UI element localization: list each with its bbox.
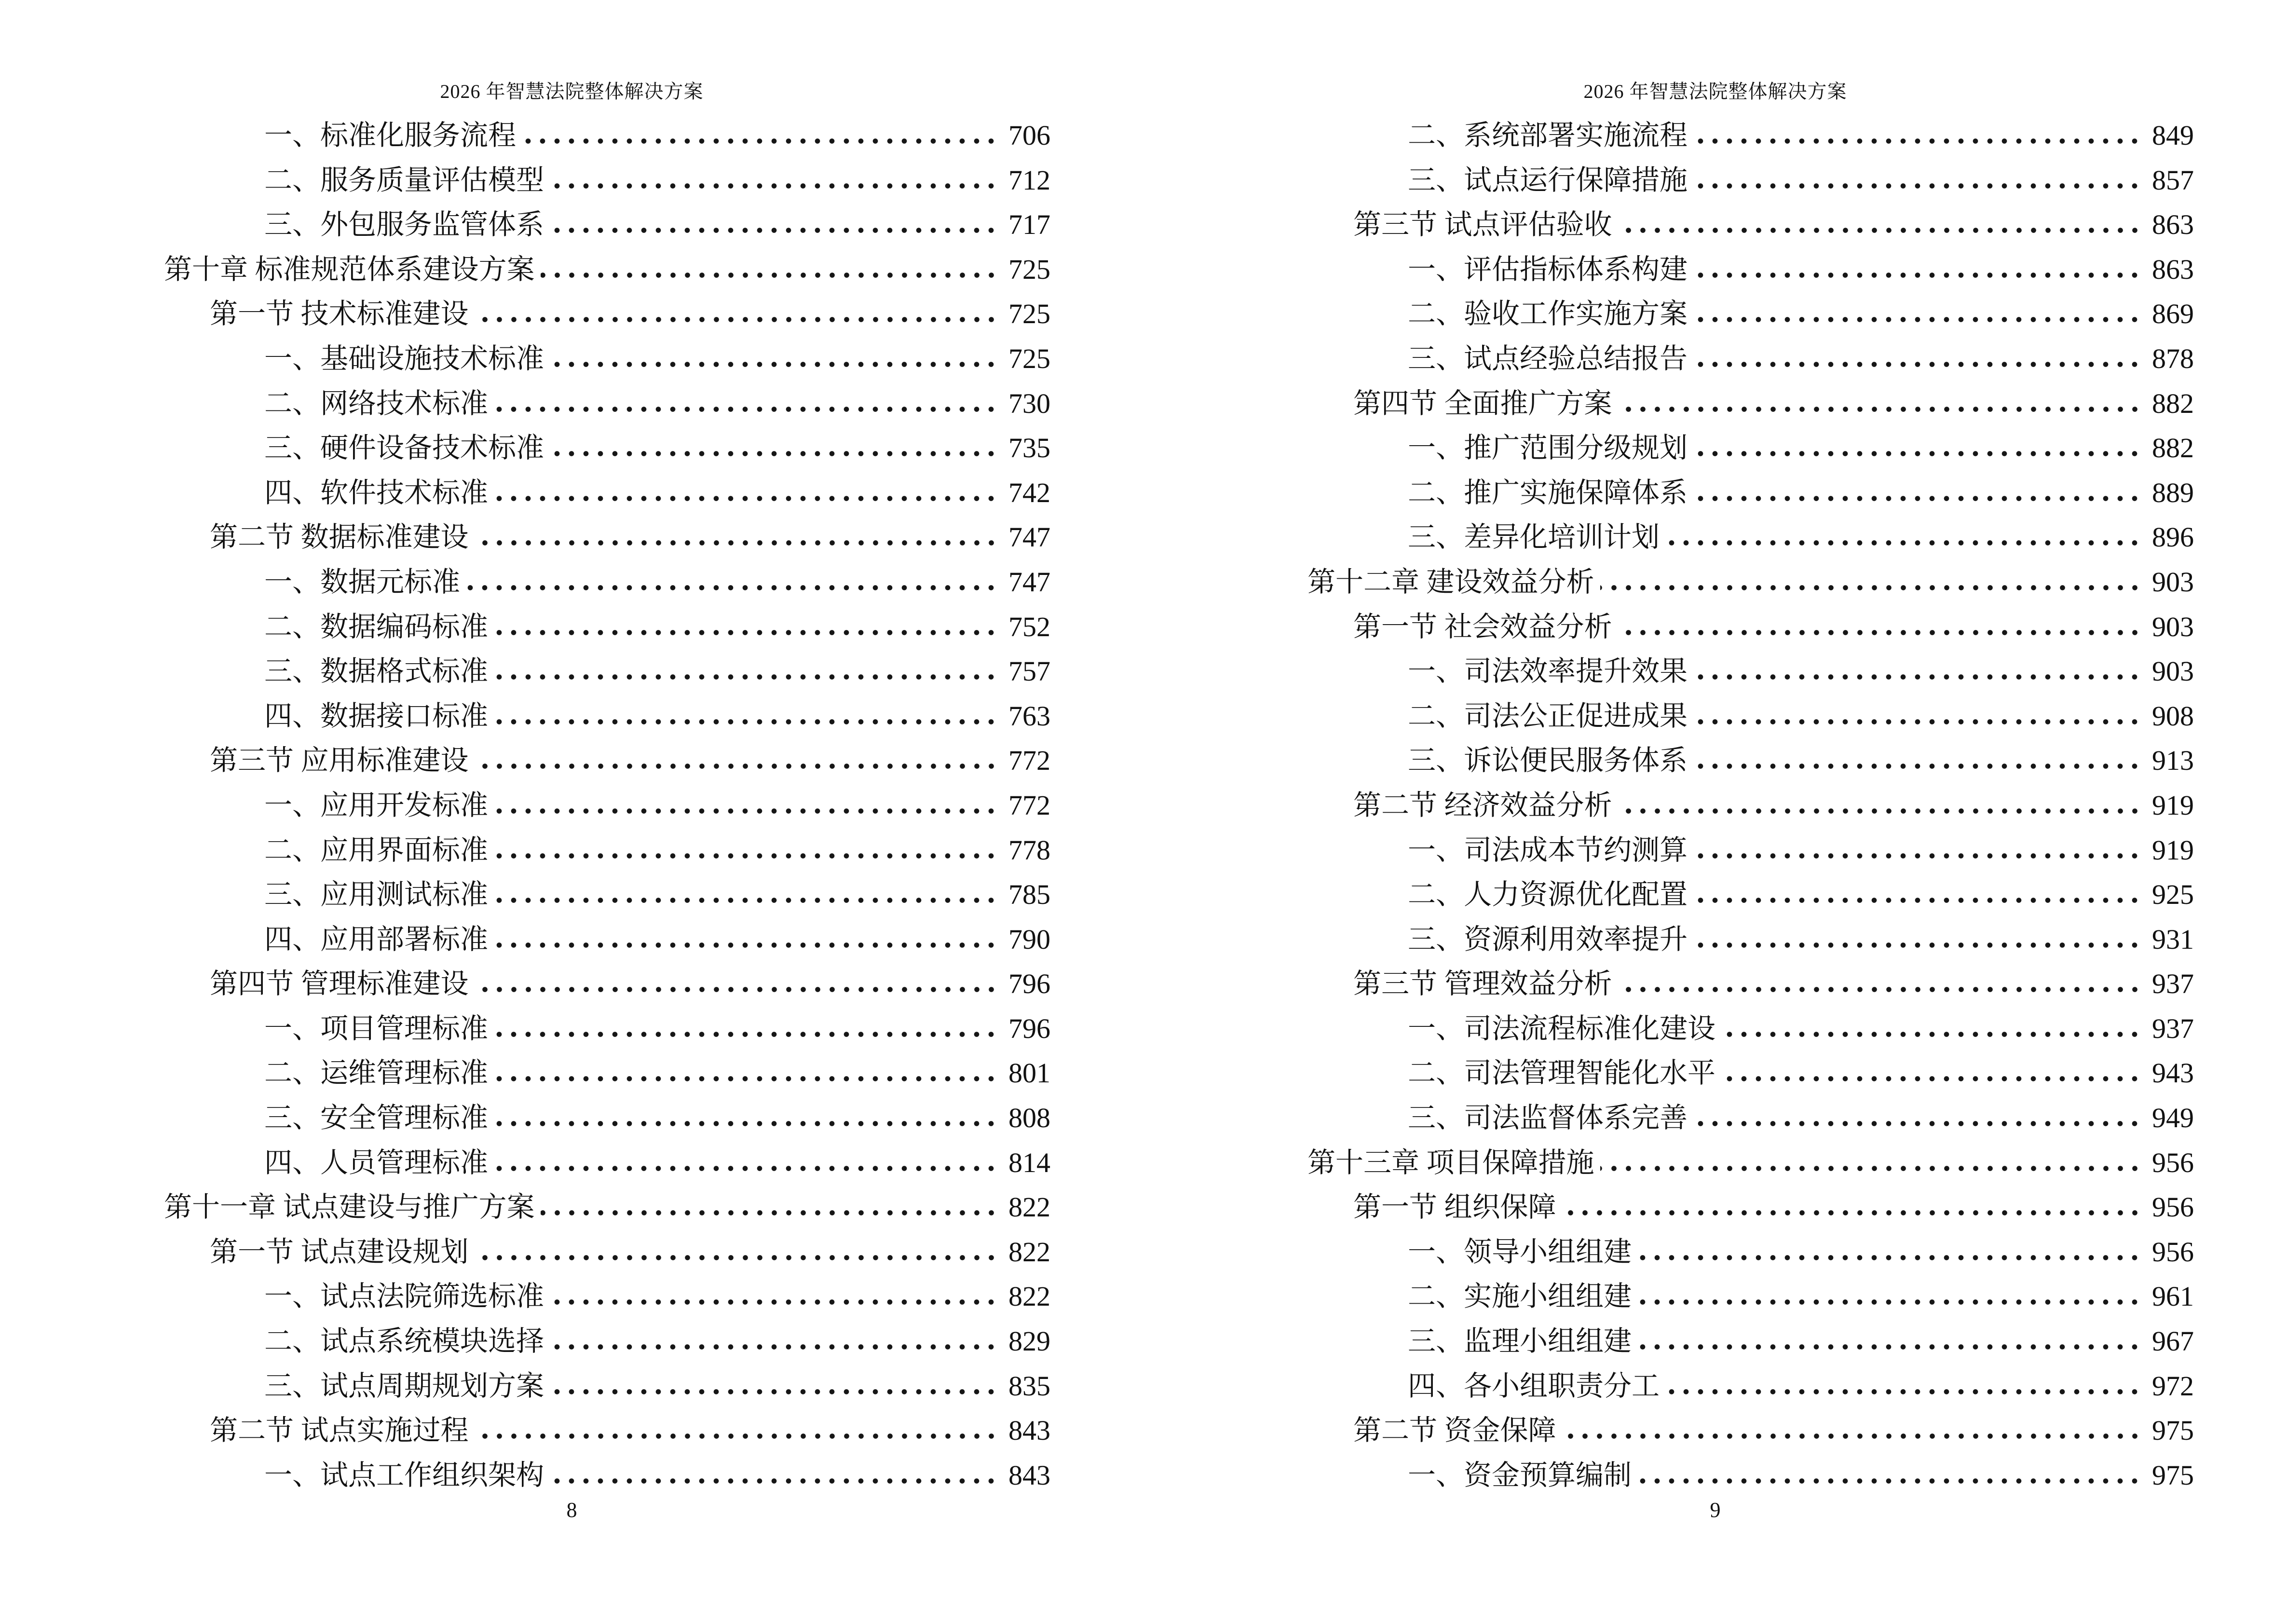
toc-entry-page: 829 — [1008, 1325, 1050, 1357]
toc-entry-title: 三、应用测试标准 — [264, 879, 489, 911]
toc-entry — [164, 923, 1050, 970]
toc-entry-title: 二、验收工作实施方案 — [1408, 298, 1688, 330]
toc-entry-page: 796 — [1008, 968, 1050, 1000]
toc-leader-dots — [494, 942, 998, 949]
toc-entry-title: 二、应用界面标准 — [264, 834, 489, 866]
toc-leader-dots — [475, 1254, 998, 1261]
toc-entry-page: 937 — [2152, 1012, 2194, 1044]
toc-entry-page: 878 — [2152, 342, 2194, 374]
toc-entry-title: 二、推广实施保障体系 — [1408, 477, 1688, 508]
toc-entry — [1307, 881, 2194, 926]
toc-entry — [164, 881, 1050, 926]
toc-leader-dots — [1618, 986, 2142, 993]
page-header: 2026 年智慧法院整体解决方案 — [1583, 81, 1847, 102]
toc-leader-dots — [1721, 1031, 2142, 1038]
toc-entry-page: 882 — [2152, 432, 2194, 464]
toc-entry-title: 一、司法效率提升效果 — [1408, 655, 1688, 687]
toc-entry — [164, 211, 1050, 256]
toc-entry-title: 一、资金预算编制 — [1408, 1459, 1632, 1491]
toc-entry-title: 三、试点运行保障措施 — [1408, 164, 1688, 196]
toc-entry-page: 730 — [1008, 387, 1050, 419]
toc-entry-title: 一、司法流程标准化建设 — [1408, 1012, 1716, 1044]
toc-entry-page: 725 — [1008, 342, 1050, 374]
toc-entry-title: 第一节 试点建设规划 — [210, 1236, 469, 1268]
toc-entry — [164, 1417, 1050, 1461]
toc-entry-title: 第十二章 建设效益分析 — [1307, 566, 1594, 598]
toc-leader-dots — [1693, 1120, 2142, 1127]
toc-leader-dots — [550, 1298, 998, 1306]
toc-entry — [164, 789, 1050, 836]
toc-leader-dots — [494, 1031, 998, 1038]
toc-leader-dots — [475, 986, 998, 993]
toc-entry — [1307, 1238, 2194, 1283]
toc-entry — [1307, 1327, 2194, 1372]
toc-leader-dots — [1562, 1433, 2142, 1440]
toc-leader-dots — [1693, 897, 2142, 904]
toc-entry — [164, 1193, 1050, 1238]
toc-entry — [164, 1327, 1050, 1372]
toc-entry-page: 908 — [2152, 700, 2194, 732]
toc-leader-dots — [1600, 1165, 2142, 1172]
toc-entry-page: 725 — [1008, 298, 1050, 330]
toc-entry-title: 三、诉讼便民服务体系 — [1408, 745, 1688, 777]
toc-entry-title: 第十章 标准规范体系建设方案 — [164, 253, 535, 285]
toc-entry-title: 一、项目管理标准 — [264, 1012, 489, 1044]
toc-entry-page: 843 — [1008, 1459, 1050, 1491]
toc-entry — [1307, 613, 2194, 658]
toc-leader-dots — [1693, 852, 2142, 860]
toc-entry — [164, 1104, 1050, 1149]
toc-entry-title: 一、评估指标体系构建 — [1408, 253, 1688, 285]
toc-leader-dots — [550, 1477, 998, 1485]
toc-entry — [164, 568, 1050, 613]
toc-entry-title: 二、人力资源优化配置 — [1408, 879, 1688, 911]
toc-leader-dots — [541, 1209, 998, 1216]
toc-entry — [1307, 568, 2194, 613]
toc-entry-page: 857 — [2152, 164, 2194, 196]
toc-entry-title: 三、试点经验总结报告 — [1408, 342, 1688, 374]
toc-entry-page: 849 — [2152, 120, 2194, 151]
toc-entry-page: 919 — [2152, 789, 2194, 821]
toc-leader-dots — [1562, 1209, 2142, 1216]
toc-entry-title: 二、系统部署实施流程 — [1408, 120, 1688, 151]
toc-leader-dots — [1693, 137, 2142, 145]
toc-entry — [164, 657, 1050, 702]
toc-leader-dots — [1693, 495, 2142, 502]
toc-entry — [164, 523, 1050, 568]
toc-entry-title: 二、运维管理标准 — [264, 1057, 489, 1089]
toc-entry-page: 975 — [2152, 1459, 2194, 1491]
toc-leader-dots — [550, 227, 998, 234]
toc-entry-title: 一、领导小组组建 — [1408, 1236, 1632, 1268]
toc-leader-dots — [1693, 673, 2142, 681]
toc-entry — [1307, 166, 2194, 211]
toc-entry-page: 747 — [1008, 566, 1050, 598]
toc-entry — [1307, 434, 2194, 479]
toc-entry-title: 二、网络技术标准 — [264, 387, 489, 419]
toc-leader-dots — [1637, 1477, 2142, 1485]
toc-entry-title: 三、数据格式标准 — [264, 655, 489, 687]
toc-leader-dots — [1693, 718, 2142, 725]
toc-entry — [1307, 1283, 2194, 1327]
toc-list-right — [1144, 122, 2287, 1506]
toc-leader-dots — [1637, 1343, 2142, 1351]
toc-entry-title: 第三节 管理效益分析 — [1353, 968, 1612, 1000]
toc-entry-title: 一、试点法院筛选标准 — [264, 1281, 545, 1312]
toc-leader-dots — [1618, 406, 2142, 413]
toc-entry-page: 835 — [1008, 1370, 1050, 1402]
toc-leader-dots — [475, 316, 998, 323]
toc-leader-dots — [550, 1388, 998, 1395]
toc-entry — [164, 166, 1050, 211]
toc-entry — [1307, 657, 2194, 702]
toc-entry-title: 第十一章 试点建设与推广方案 — [164, 1191, 535, 1223]
toc-leader-dots — [494, 718, 998, 725]
toc-entry — [164, 434, 1050, 479]
toc-entry-title: 第二节 数据标准建设 — [210, 521, 469, 553]
toc-entry-page: 889 — [2152, 477, 2194, 508]
toc-entry-title: 一、数据元标准 — [264, 566, 461, 598]
toc-entry-page: 742 — [1008, 477, 1050, 508]
toc-entry-title: 第一节 技术标准建设 — [210, 298, 469, 330]
toc-entry-page: 725 — [1008, 253, 1050, 285]
toc-entry-page: 822 — [1008, 1281, 1050, 1312]
toc-entry-page: 822 — [1008, 1191, 1050, 1223]
toc-entry-page: 814 — [1008, 1146, 1050, 1178]
toc-entry-title: 一、试点工作组织架构 — [264, 1459, 545, 1491]
toc-entry-page: 869 — [2152, 298, 2194, 330]
toc-entry-page: 903 — [2152, 611, 2194, 642]
toc-entry — [1307, 122, 2194, 166]
toc-entry — [1307, 387, 2194, 435]
toc-entry-title: 第十三章 项目保障措施 — [1307, 1146, 1594, 1178]
toc-leader-dots — [1693, 450, 2142, 457]
toc-entry — [1307, 702, 2194, 747]
toc-entry — [164, 342, 1050, 390]
toc-entry-page: 937 — [2152, 968, 2194, 1000]
page-number: 8 — [566, 1498, 577, 1522]
toc-entry-page: 735 — [1008, 432, 1050, 464]
toc-entry-page: 956 — [2152, 1191, 2194, 1223]
toc-entry-page: 943 — [2152, 1057, 2194, 1089]
toc-entry-page: 903 — [2152, 566, 2194, 598]
toc-leader-dots — [1693, 272, 2142, 279]
toc-entry-title: 三、司法监督体系完善 — [1408, 1102, 1688, 1134]
toc-entry-page: 772 — [1008, 745, 1050, 777]
toc-leader-dots — [494, 1165, 998, 1172]
toc-entry-title: 第二节 试点实施过程 — [210, 1415, 469, 1447]
toc-entry-page: 796 — [1008, 1012, 1050, 1044]
toc-leader-dots — [494, 1120, 998, 1127]
toc-entry-page: 925 — [2152, 879, 2194, 911]
toc-leader-dots — [1618, 227, 2142, 234]
toc-entry-title: 第四节 全面推广方案 — [1353, 387, 1612, 419]
toc-leader-dots — [550, 1343, 998, 1351]
toc-entry — [164, 1059, 1050, 1104]
toc-leader-dots — [522, 137, 998, 145]
toc-leader-dots — [494, 495, 998, 502]
toc-leader-dots — [494, 852, 998, 860]
toc-leader-dots — [1618, 807, 2142, 815]
toc-entry-page: 706 — [1008, 120, 1050, 151]
toc-leader-dots — [1665, 1388, 2142, 1395]
toc-entry-title: 二、实施小组组建 — [1408, 1281, 1632, 1312]
toc-entry-title: 四、数据接口标准 — [264, 700, 489, 732]
toc-entry-title: 四、人员管理标准 — [264, 1146, 489, 1178]
toc-entry-title: 一、司法成本节约测算 — [1408, 834, 1688, 866]
toc-entry — [164, 1238, 1050, 1283]
toc-entry-page: 757 — [1008, 655, 1050, 687]
toc-leader-dots — [541, 272, 998, 279]
toc-entry-page: 967 — [2152, 1325, 2194, 1357]
toc-entry-page: 717 — [1008, 209, 1050, 241]
toc-leader-dots — [550, 182, 998, 190]
toc-leader-dots — [1665, 539, 2142, 546]
toc-entry — [164, 387, 1050, 435]
toc-entry-page: 785 — [1008, 879, 1050, 911]
toc-entry — [164, 253, 1050, 300]
toc-entry-page: 772 — [1008, 789, 1050, 821]
toc-entry-page: 801 — [1008, 1057, 1050, 1089]
toc-entry — [164, 747, 1050, 792]
toc-entry — [164, 300, 1050, 345]
toc-leader-dots — [1637, 1298, 2142, 1306]
toc-leader-dots — [494, 673, 998, 681]
page-header: 2026 年智慧法院整体解决方案 — [440, 81, 704, 102]
toc-entry-title: 四、软件技术标准 — [264, 477, 489, 508]
toc-entry-page: 747 — [1008, 521, 1050, 553]
toc-entry-title: 二、司法管理智能化水平 — [1408, 1057, 1716, 1089]
toc-entry-page: 913 — [2152, 745, 2194, 777]
toc-entry-page: 956 — [2152, 1236, 2194, 1268]
toc-entry-title: 二、服务质量评估模型 — [264, 164, 545, 196]
toc-entry — [164, 1146, 1050, 1194]
toc-entry-title: 三、监理小组组建 — [1408, 1325, 1632, 1357]
toc-entry-title: 三、硬件设备技术标准 — [264, 432, 545, 464]
toc-entry-title: 三、差异化培训计划 — [1408, 521, 1660, 553]
toc-entry — [1307, 789, 2194, 836]
toc-leader-dots — [494, 807, 998, 815]
toc-entry-title: 二、试点系统模块选择 — [264, 1325, 545, 1357]
toc-leader-dots — [1693, 942, 2142, 949]
toc-leader-dots — [494, 897, 998, 904]
toc-entry-page: 763 — [1008, 700, 1050, 732]
toc-entry — [164, 613, 1050, 658]
toc-entry — [1307, 836, 2194, 881]
toc-entry-page: 919 — [2152, 834, 2194, 866]
toc-entry — [1307, 342, 2194, 390]
toc-entry-page: 863 — [2152, 209, 2194, 241]
toc-entry-page: 972 — [2152, 1370, 2194, 1402]
toc-entry-page: 790 — [1008, 923, 1050, 955]
toc-entry-title: 第三节 试点评估验收 — [1353, 209, 1612, 241]
toc-leader-dots — [1600, 584, 2142, 591]
toc-leader-dots — [475, 539, 998, 546]
page-number: 9 — [1710, 1498, 1721, 1522]
toc-entry-title: 三、外包服务监管体系 — [264, 209, 545, 241]
page-right — [1144, 0, 2287, 1624]
toc-entry — [1307, 1372, 2194, 1417]
toc-entry-page: 975 — [2152, 1415, 2194, 1447]
toc-entry-page: 808 — [1008, 1102, 1050, 1134]
toc-entry-page: 949 — [2152, 1102, 2194, 1134]
toc-leader-dots — [1693, 316, 2142, 323]
toc-entry-title: 第二节 资金保障 — [1353, 1415, 1556, 1447]
toc-entry-page: 843 — [1008, 1415, 1050, 1447]
toc-entry-title: 第四节 管理标准建设 — [210, 968, 469, 1000]
toc-entry — [1307, 970, 2194, 1015]
toc-entry-title: 三、试点周期规划方案 — [264, 1370, 545, 1402]
toc-entry — [164, 122, 1050, 166]
toc-entry-title: 第一节 组织保障 — [1353, 1191, 1556, 1223]
toc-entry-page: 712 — [1008, 164, 1050, 196]
toc-entry — [164, 479, 1050, 524]
toc-entry — [1307, 479, 2194, 524]
toc-entry — [1307, 1059, 2194, 1104]
toc-entry-title: 第三节 应用标准建设 — [210, 745, 469, 777]
toc-entry — [164, 1372, 1050, 1417]
toc-entry — [164, 836, 1050, 881]
toc-entry-page: 961 — [2152, 1281, 2194, 1312]
toc-entry — [1307, 1417, 2194, 1461]
toc-entry — [164, 1283, 1050, 1327]
toc-leader-dots — [1693, 763, 2142, 770]
toc-entry-title: 四、各小组职责分工 — [1408, 1370, 1660, 1402]
toc-entry — [1307, 1104, 2194, 1149]
toc-entry-title: 三、资源利用效率提升 — [1408, 923, 1688, 955]
toc-entry-title: 一、标准化服务流程 — [264, 120, 517, 151]
toc-entry-title: 一、推广范围分级规划 — [1408, 432, 1688, 464]
toc-leader-dots — [494, 406, 998, 413]
toc-entry — [164, 702, 1050, 747]
toc-entry-page: 882 — [2152, 387, 2194, 419]
toc-entry-page: 778 — [1008, 834, 1050, 866]
toc-entry — [1307, 1012, 2194, 1060]
toc-entry-page: 752 — [1008, 611, 1050, 642]
toc-leader-dots — [475, 763, 998, 770]
toc-entry — [1307, 1193, 2194, 1238]
toc-entry — [1307, 523, 2194, 568]
toc-leader-dots — [475, 1433, 998, 1440]
toc-entry-title: 四、应用部署标准 — [264, 923, 489, 955]
toc-entry-title: 二、数据编码标准 — [264, 611, 489, 642]
toc-entry-title: 三、安全管理标准 — [264, 1102, 489, 1134]
toc-leader-dots — [1693, 182, 2142, 190]
toc-entry — [164, 970, 1050, 1015]
toc-entry-page: 903 — [2152, 655, 2194, 687]
toc-entry-title: 第二节 经济效益分析 — [1353, 789, 1612, 821]
toc-leader-dots — [1618, 629, 2142, 636]
toc-entry — [164, 1012, 1050, 1060]
toc-leader-dots — [1637, 1254, 2142, 1261]
toc-entry-page: 931 — [2152, 923, 2194, 955]
toc-entry-page: 896 — [2152, 521, 2194, 553]
toc-entry-page: 822 — [1008, 1236, 1050, 1268]
toc-entry — [1307, 747, 2194, 792]
toc-leader-dots — [1721, 1075, 2142, 1082]
toc-entry-title: 第一节 社会效益分析 — [1353, 611, 1612, 642]
toc-entry-page: 956 — [2152, 1146, 2194, 1178]
toc-entry-title: 二、司法公正促进成果 — [1408, 700, 1688, 732]
toc-list-left — [0, 122, 1144, 1506]
toc-leader-dots — [494, 629, 998, 636]
toc-entry — [1307, 211, 2194, 256]
toc-entry-title: 一、应用开发标准 — [264, 789, 489, 821]
toc-entry — [1307, 923, 2194, 970]
toc-leader-dots — [494, 1075, 998, 1082]
toc-leader-dots — [1693, 361, 2142, 368]
toc-leader-dots — [466, 584, 998, 591]
toc-entry-page: 863 — [2152, 253, 2194, 285]
toc-entry — [1307, 253, 2194, 300]
toc-leader-dots — [550, 361, 998, 368]
toc-entry — [1307, 1146, 2194, 1194]
toc-entry-title: 一、基础设施技术标准 — [264, 342, 545, 374]
toc-entry — [1307, 300, 2194, 345]
toc-leader-dots — [550, 450, 998, 457]
